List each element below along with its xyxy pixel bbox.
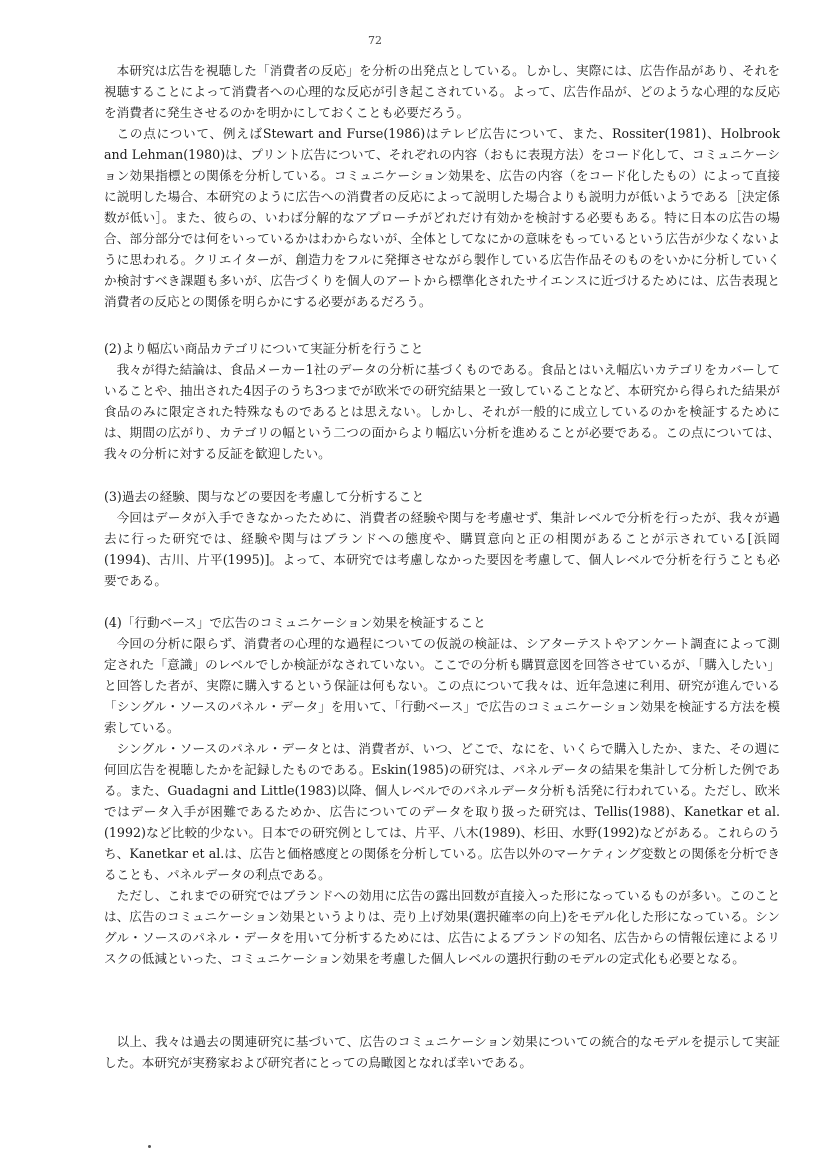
section-heading-2: (2)より幅広い商品カテゴリについて実証分析を行うこと bbox=[104, 341, 424, 356]
section-3 bbox=[104, 486, 780, 591]
section-4 bbox=[104, 612, 780, 969]
section-4-paragraph-3: ただし、これまでの研究ではブランドへの効用に広告の露出回数が直接入った形になっているものが多い。このことは、広告のコミュニケーション効果というよりは、売り上げ効果(選択確率の向上)をモデル化した形になっている。シングル・ソースのパネル・データを用いて分析するためには、広告によるブランドの知名、広告からの情報伝達によるリスクの低減といった、コミュニケーション効果を考慮した個人レベルの選択行動のモデルの定式化も必要となる。 bbox=[104, 888, 780, 966]
page-number: 72 bbox=[368, 34, 382, 47]
section-heading-3: (3)過去の経験、関与などの要因を考慮して分析すること bbox=[104, 489, 425, 504]
intro-section bbox=[104, 60, 780, 312]
intro-paragraph-2: この点について、例えばStewart and Furse(1986)はテレビ広告について、また、Rossiter(1981)、Holbrook and Lehman(1980)は、プリント広告について、それぞれの内容（おもに表現方法）をコード化して、コミュニケーション効果指標との関係を分析している。コミュニケーション効果を、広告の内容（をコード化したもの）によって直接に説明した場合、本研究のように広告への消費者の反応によって説明した場合よりも説明力が低いようである［決定係数が低い］。また、彼らの、いわば分解的なアプローチがどれだけ有効かを検討する必要もある。特に日本の広告の場合、部分部分では何をいっているかはわからないが、全体としてなにかの意味をもっているという広告が少なくないように思われる。クリエイターが、創造力をフルに発揮させながら製作している広告作品そのものをいかに分析していくか検討すべき課題も多いが、広告づくりを個人のアートから標準化されたサイエンスに近づけるためには、広告表現と消費者の反応との関係を明らかにする必要があるだろう。 bbox=[104, 126, 780, 309]
intro-paragraph-1: 本研究は広告を視聴した「消費者の反応」を分析の出発点としている。しかし、実際には、広告作品があり、それを視聴することによって消費者への心理的な反応が引き起こされている。よって、広告作品が、どのような心理的な反応を消費者に発生させるのかを明かにしておくことも必要だろう。 bbox=[104, 63, 780, 120]
section-2 bbox=[104, 338, 780, 464]
section-heading-4: (4)「行動ベース」で広告のコミュニケーション効果を検証すること bbox=[104, 615, 486, 630]
document-body bbox=[104, 60, 780, 1073]
conclusion-section bbox=[104, 1031, 780, 1073]
scan-speck bbox=[148, 1145, 151, 1148]
section-2-paragraph-1: 我々が得た結論は、食品メーカー1社のデータの分析に基づくものである。食品とはいえ幅広いカテゴリをカバーしていることや、抽出された4因子のうち3つまでが欧米での研究結果と一致していることなど、本研究から得られた結果が食品のみに限定された特殊なものであるとは思えない。しかし、それが一般的に成立しているのかを検証するためには、期間の広がり、カテゴリの幅という二つの面からより幅広い分析を進めることが必要である。この点については、我々の分析に対する反証を歓迎したい。 bbox=[104, 362, 780, 461]
conclusion-paragraph: 以上、我々は過去の関連研究に基づいて、広告のコミュニケーション効果についての統合的なモデルを提示して実証した。本研究が実務家および研究者にとっての鳥瞰図となれば幸いである。 bbox=[104, 1034, 780, 1070]
section-3-paragraph-1: 今回はデータが入手できなかったために、消費者の経験や関与を考慮せず、集計レベルで分析を行ったが、我々が過去に行った研究では、経験や関与はブランドへの態度や、購買意向と正の相関があることが示されている[浜岡(1994)、古川、片平(1995)]。よって、本研究では考慮しなかった要因を考慮して、個人レベルで分析を行うことも必要である。 bbox=[104, 510, 780, 588]
section-4-paragraph-1: 今回の分析に限らず、消費者の心理的な過程についての仮説の検証は、シアターテストやアンケート調査によって測定された「意識」のレベルでしか検証がなされていない。ここでの分析も購買意図を回答させているが、「購入したい」と回答した者が、実際に購入するという保証は何もない。この点について我々は、近年急速に利用、研究が進んでいる「シングル・ソースのパネル・データ」を用いて、「行動ベース」で広告のコミュニケーション効果を検証する方法を模索している。 bbox=[104, 636, 780, 735]
section-4-paragraph-2: シングル・ソースのパネル・データとは、消費者が、いつ、どこで、なにを、いくらで購入したか、また、その週に何回広告を視聴したかを記録したものである。Eskin(1985)の研究は、パネルデータの結果を集計して分析した例である。また、Guadagni and Little(1983)以降、個人レベルでのパネルデータ分析も活発に行われている。ただし、欧米ではデータ入手が困難であるためか、広告についてのデータを取り扱った研究は、Tellis(1988)、Kanetkar et al.(1992)など比較的少ない。日本での研究例としては、片平、八木(1989)、杉田、水野(1992)などがある。これらのうち、Kanetkar et al.は、広告と価格感度との関係を分析している。広告以外のマーケティング変数との関係を分析できることも、パネルデータの利点である。 bbox=[104, 741, 780, 882]
